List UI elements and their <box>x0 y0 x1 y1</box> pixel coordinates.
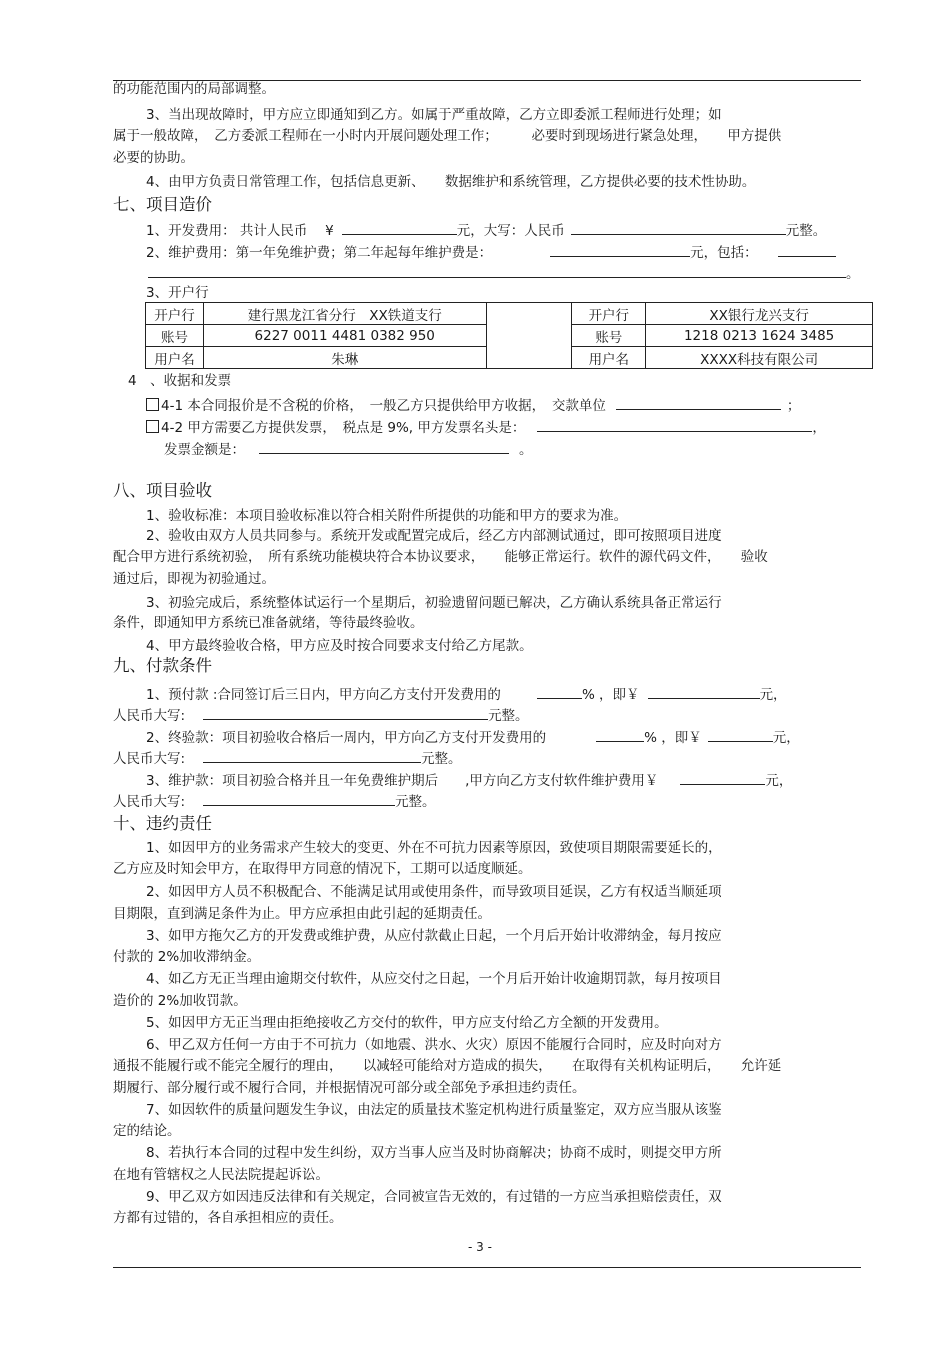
option-4-1-checkbox[interactable] <box>146 398 159 411</box>
s9-p2-line1 <box>146 727 800 746</box>
s9-p1-line1 <box>146 684 787 703</box>
s8-p2c: 通过后，即视为初验通过。 <box>113 571 275 587</box>
dev-fee-line <box>146 220 826 239</box>
s10-p6c: 期履行、部分履行或不履行合同，并根据情况可部分或全部免予承担违约责任。 <box>113 1080 586 1096</box>
section-10-title: 十、违约责任 <box>113 814 212 833</box>
invoice-amount-blank[interactable] <box>259 439 509 454</box>
prepay-capital-label: 人民币大写: <box>113 708 186 724</box>
maint-fee-line2 <box>148 263 860 282</box>
s8-p2b: 配合甲方进行系统初验， 所有系统功能模块符合本协议要求， 能够正常运行。软件的源代码文件， 验收 <box>113 549 768 565</box>
s8-p2a: 2、验收由双方人员共同参与。系统开发或配置完成后，经乙方内部测试通过，即可按照项目进度 <box>146 528 722 544</box>
maint-fee-line <box>146 242 836 261</box>
s9-p3-line1 <box>146 770 792 789</box>
s6-p3b: 属于一般故障， 乙方委派工程师在一小时内开展问题处理工作； 必要时到现场进行紧急处理， 甲方提供 <box>113 128 782 144</box>
option-4-1 <box>146 395 800 414</box>
dev-fee-label: 1、开发费用： 共计人民币 ¥ <box>146 223 334 239</box>
dev-fee-capital-blank[interactable] <box>571 220 786 235</box>
final-pay-label: 2、终验款：项目初验收合格后一周内，甲方向乙方支付开发费用的 <box>146 730 547 746</box>
left-bank-label: 开户行 <box>146 303 204 325</box>
maint-fee-label: 2、维护费用：第一年免维护费；第二年起每年维护费是： <box>146 245 493 261</box>
s6-line0: 的功能范围内的局部调整。 <box>113 81 275 97</box>
s10-p2a: 2、如因甲方人员不积极配合、不能满足试用或使用条件，而导致项目延误，乙方有权适当顺延项 <box>146 884 722 900</box>
invoice-amount-label: 发票金额是： <box>164 442 245 458</box>
s10-p4a: 4、如乙方无正当理由逾期交付软件，从应交付之日起，一个月后开始计收逾期罚款，每月按项目 <box>146 971 722 987</box>
right-user-value: XXXX科技有限公司 <box>646 347 873 369</box>
s10-p5: 5、如因甲方无正当理由拒绝接收乙方交付的软件，甲方应支付给乙方全额的开发费用。 <box>146 1015 668 1031</box>
s10-p2b: 目期限，直到满足条件为止。甲方应承担由此引起的延期责任。 <box>113 906 491 922</box>
s6-p3c: 必要的协助。 <box>113 150 194 166</box>
invoice-amount-line <box>164 439 533 458</box>
maint-pay-amount-blank[interactable] <box>680 770 765 785</box>
left-user-value: 朱琳 <box>203 347 486 369</box>
maint-pay-end: 元整。 <box>395 794 436 810</box>
final-pay-yuan: 元， <box>772 730 800 746</box>
s10-p4b: 造价的 2%加收罚款。 <box>113 993 247 1009</box>
right-user-label: 用户名 <box>572 347 646 369</box>
maint-fee-end: 。 <box>846 266 860 282</box>
prepay-label: 1、预付款 :合同签订后三日内，甲方向乙方支付开发费用的 <box>146 687 501 703</box>
s10-p6a: 6、甲乙双方任何一方由于不可抗力（如地震、洪水、火灾）原因不能履行合同时，应及时向对方 <box>146 1037 722 1053</box>
receipt-title: 4 、收据和发票 <box>128 373 232 389</box>
s10-p3b: 付款的 2%加收滞纳金。 <box>113 949 261 965</box>
final-pay-percent-sign: % ，即￥ <box>644 730 702 746</box>
right-bank-value: XX银行龙兴支行 <box>646 303 873 325</box>
s9-p2-line2 <box>113 748 462 767</box>
s10-p3a: 3、如甲方拖欠乙方的开发费或维护费，从应付款截止日起，一个月后开始计收滞纳金，每月按应 <box>146 928 722 944</box>
s10-p6b: 通报不能履行或不能完全履行的理由， 以减轻可能给对方造成的损失， 在取得有关机构证明后， 允许延 <box>113 1058 782 1074</box>
section-8-title: 八、项目验收 <box>113 481 212 500</box>
maint-pay-label: 3、维护款：项目初验合格并且一年免费维护期后 ,甲方向乙方支付软件维护费用￥ <box>146 773 659 789</box>
maint-pay-capital-label: 人民币大写: <box>113 794 186 810</box>
s8-p3b: 条件，即通知甲方系统已准备就绪，等待最终验收。 <box>113 615 424 631</box>
section-9-title: 九、付款条件 <box>113 656 212 675</box>
left-bank-value: 建行黑龙江省分行 XX铁道支行 <box>203 303 486 325</box>
final-pay-end: 元整。 <box>421 751 462 767</box>
prepay-capital-blank[interactable] <box>203 705 488 720</box>
prepay-yuan: 元， <box>759 687 787 703</box>
right-account-label: 账号 <box>572 325 646 347</box>
invoice-amount-end: 。 <box>519 442 533 458</box>
bank-label: 3、开户行 <box>146 285 209 301</box>
s10-p7a: 7、如因软件的质量问题发生争议，由法定的质量技术鉴定机构进行质量鉴定，双方应当服从该鉴 <box>146 1102 722 1118</box>
s10-p8b: 在地有管辖权之人民法院提起诉讼。 <box>113 1167 329 1183</box>
s10-p7b: 定的结论。 <box>113 1123 181 1139</box>
s8-p1: 1、验收标准：本项目验收标准以符合相关附件所提供的功能和甲方的要求为准。 <box>146 508 628 524</box>
s10-p1a: 1、如因甲方的业务需求产生较大的变更、外在不可抗力因素等原因，致使项目期限需要延长的， <box>146 840 722 856</box>
s6-p3a: 3、当出现故障时，甲方应立即通知到乙方。如属于严重故障，乙方立即委派工程师进行处理；如 <box>146 107 722 123</box>
s10-p8a: 8、若执行本合同的过程中发生纠纷，双方当事人应当及时协商解决；协商不成时，则提交甲方所 <box>146 1145 722 1161</box>
s8-p3a: 3、初验完成后，系统整体试运行一个星期后，初验遗留问题已解决，乙方确认系统具备正常运行 <box>146 595 722 611</box>
left-account-value: 6227 0011 4481 0382 950 <box>203 325 486 347</box>
prepay-end: 元整。 <box>488 708 529 724</box>
maint-fee-amount-blank[interactable] <box>550 242 690 257</box>
final-pay-amount-blank[interactable] <box>708 727 773 742</box>
maint-pay-capital-blank[interactable] <box>203 791 395 806</box>
dev-fee-end: 元整。 <box>785 223 827 239</box>
maint-fee-include-label: 元，包括： <box>690 245 758 261</box>
s9-p3-line2 <box>113 791 436 810</box>
prepay-percent-sign: % ，即￥ <box>581 687 640 703</box>
option-4-2 <box>146 417 826 436</box>
section-7-title: 七、项目造价 <box>113 195 212 214</box>
payer-unit-blank[interactable] <box>616 395 781 410</box>
final-pay-capital-blank[interactable] <box>203 748 421 763</box>
right-account-value: 1218 0213 1624 3485 <box>646 325 873 347</box>
prepay-amount-blank[interactable] <box>648 684 760 699</box>
invoice-title-blank[interactable] <box>537 417 812 432</box>
right-bank-label: 开户行 <box>572 303 646 325</box>
page-number: - 3 - <box>468 1240 492 1254</box>
bank-table <box>145 302 873 369</box>
option-4-2-checkbox[interactable] <box>146 420 159 433</box>
s10-p9b: 方都有过错的，各自承担相应的责任。 <box>113 1210 343 1226</box>
footer-rule <box>113 1267 861 1268</box>
s8-p4: 4、甲方最终验收合格，甲方应及时按合同要求支付给乙方尾款。 <box>146 638 533 654</box>
table-spacer <box>486 303 572 369</box>
s10-p1b: 乙方应及时知会甲方，在取得甲方同意的情况下，工期可以适度顺延。 <box>113 861 532 877</box>
option-4-2-end: ， <box>812 420 826 436</box>
left-account-label: 账号 <box>146 325 204 347</box>
dev-fee-amount-blank[interactable] <box>342 220 457 235</box>
option-4-1-text: 4-1 本合同报价是不含税的价格， 一般乙方只提供给甲方收据， 交款单位 <box>161 398 606 414</box>
s10-p9a: 9、甲乙双方如因违反法律和有关规定，合同被宣告无效的，有过错的一方应当承担赔偿责任，双 <box>146 1189 722 1205</box>
final-pay-percent-blank[interactable] <box>596 727 644 742</box>
s6-p4: 4、由甲方负责日常管理工作，包括信息更新、 数据维护和系统管理，乙方提供必要的技术性协助。 <box>146 174 756 190</box>
maint-fee-detail-blank[interactable] <box>148 263 846 278</box>
table-row <box>146 303 873 325</box>
option-4-2-text: 4-2 甲方需要乙方提供发票， 税点是 9%, 甲方发票名头是： <box>161 420 526 436</box>
s9-p1-line2 <box>113 705 529 724</box>
left-user-label: 用户名 <box>146 347 204 369</box>
final-pay-capital-label: 人民币大写: <box>113 751 186 767</box>
maint-pay-yuan: 元， <box>765 773 793 789</box>
option-4-1-end: ； <box>786 398 801 414</box>
maint-fee-include-blank[interactable] <box>778 242 836 257</box>
prepay-percent-blank[interactable] <box>537 684 582 699</box>
dev-fee-capital-label: 元，大写：人民币 <box>456 223 565 239</box>
